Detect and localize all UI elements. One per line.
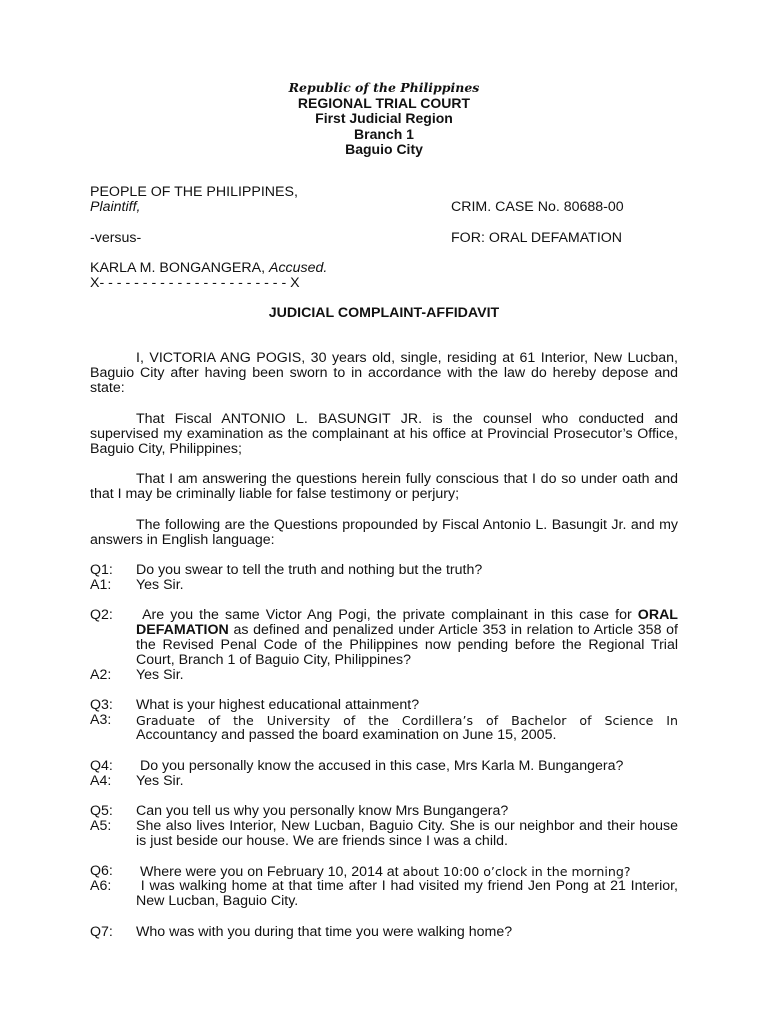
answer-1 — [90, 578, 678, 593]
answer-3 — [90, 713, 678, 743]
a1-label: A1: — [90, 577, 112, 593]
a3-label: A3: — [90, 712, 112, 728]
question-2 — [90, 608, 678, 668]
q4-label: Q4: — [90, 758, 113, 774]
question-3 — [90, 698, 678, 713]
a4-label: A4: — [90, 773, 112, 789]
paragraph-questions-intro: The following are the Questions propounded by Fiscal Antonio L. Basungit Jr. and my answers in English language: — [90, 517, 678, 548]
a6-label: A6: — [90, 878, 112, 894]
plaintiff-role: Plaintiff, — [90, 199, 141, 215]
document-title: JUDICIAL COMPLAINT-AFFIDAVIT — [268, 305, 500, 321]
question-7 — [90, 925, 678, 940]
accused-line — [90, 261, 327, 276]
q6-label: Q6: — [90, 863, 113, 879]
paragraph-affiant: I, VICTORIA ANG POGIS, 30 years old, single, residing at 61 Interior, New Lucban, Baguio City after having been sworn to in accordance with the law do hereby depose and state: — [90, 350, 678, 396]
q5-label: Q5: — [90, 803, 113, 819]
versus-label: -versus- — [90, 230, 142, 246]
a3-text-line1: Graduate of the University of the Cordillera’s of Bachelor of Science In — [136, 713, 678, 728]
republic-heading: Republic of the Philippines — [288, 80, 480, 95]
court-city: Baguio City — [345, 141, 423, 157]
answer-4 — [90, 774, 678, 789]
case-number: CRIM. CASE No. 80688-00 — [451, 199, 624, 215]
q3-text: What is your highest educational attainment? — [136, 697, 420, 713]
court-header — [0, 80, 768, 158]
paragraph-counsel: That Fiscal ANTONIO L. BASUNGIT JR. is the counsel who conducted and supervised my examination as the complainant at his office at Provincial Prosecutor’s Office, Baguio City, Philippines; — [90, 411, 678, 457]
q2-offense: ORAL DEFAMATION — [136, 607, 678, 638]
q1-label: Q1: — [90, 562, 113, 578]
q7-label: Q7: — [90, 924, 113, 940]
judicial-region: First Judicial Region — [315, 110, 453, 126]
q1-text: Do you swear to tell the truth and nothing but the truth? — [136, 562, 483, 578]
q2-text: Are you the same Victor Ang Pogi, the private complainant in this case for ORAL DEFAMATION as defined and penalized under Article 353 in relation to Article 358 of the Revised Penal Code of the Philippines now pending before the Regional Trial Court, Branch 1 of Baguio City, Philippines? — [136, 607, 678, 668]
a2-text: Yes Sir. — [136, 667, 184, 683]
a3-text-line2: Accountancy and passed the board examination on June 15, 2005. — [136, 727, 557, 743]
paragraph-oath: That I am answering the questions herein fully conscious that I do so under oath and that I may be criminally liable for false testimony or perjury; — [90, 471, 678, 502]
q5-text: Can you tell us why you personally know Mrs Bungangera? — [136, 803, 509, 819]
accused-name: KARLA M. BONGANGERA, — [90, 260, 266, 276]
a4-text: Yes Sir. — [136, 773, 184, 789]
court-name: REGIONAL TRIAL COURT — [297, 94, 471, 111]
a5-text: She also lives Interior, New Lucban, Baguio City. She is our neighbor and their house is just beside our house. We are friends since I was a child. — [136, 818, 678, 849]
a6-text: I was walking home at that time after I had visited my friend Jen Pong at 21 Interior, New Lucban, Baguio City. — [136, 878, 678, 909]
q6-text: Where were you on February 10, 2014 at about 10:00 o’clock in the morning? — [139, 864, 631, 880]
a5-label: A5: — [90, 818, 112, 834]
question-1 — [90, 563, 678, 578]
court-branch: Branch 1 — [354, 125, 414, 142]
a1-text: Yes Sir. — [136, 577, 184, 593]
caption-divider: X- - - - - - - - - - - - - - - - - - - - - - X — [90, 275, 300, 291]
question-4 — [90, 759, 678, 774]
q4-text: Do you personally know the accused in this case, Mrs Karla M. Bungangera? — [139, 758, 624, 774]
answer-5 — [90, 819, 678, 849]
q3-label: Q3: — [90, 697, 113, 713]
q7-text: Who was with you during that time you were walking home? — [136, 924, 513, 940]
answer-6 — [90, 879, 678, 909]
accused-role: Accused. — [268, 260, 328, 276]
case-offense: FOR: ORAL DEFAMATION — [451, 230, 623, 246]
plaintiff-name: PEOPLE OF THE PHILIPPINES, — [90, 184, 298, 200]
a2-label: A2: — [90, 667, 112, 683]
question-5 — [90, 804, 678, 819]
q2-label: Q2: — [90, 607, 113, 623]
answer-2 — [90, 668, 678, 683]
